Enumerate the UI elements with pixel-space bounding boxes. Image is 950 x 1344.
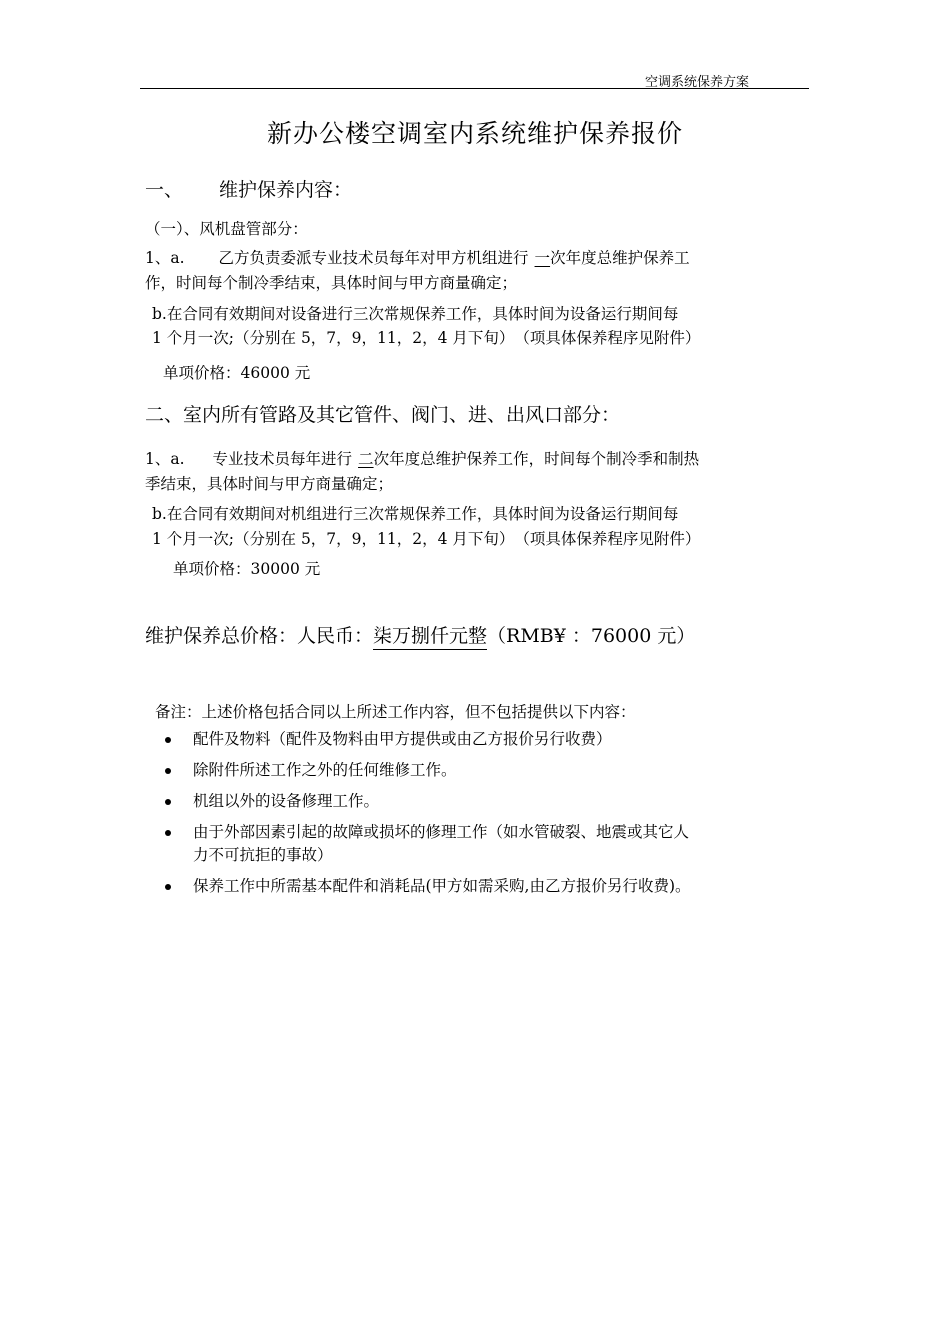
total-amount-figure: （RMB¥ ：76000 元）	[487, 625, 696, 647]
section2-heading: 二、室内所有管路及其它管件、阀门、进、出风口部分：	[145, 404, 621, 426]
notes-list-item: 机组以外的设备修理工作。	[160, 790, 820, 813]
section1-heading-text: 维护保养内容：	[219, 179, 353, 201]
section2-item-b-line2: 1 个月一次;（分别在 5，7，9，11，2，4 月下旬） （项具体保养程序见附件）	[152, 530, 701, 548]
section2-item-a-line2: 季结束，具体时间与甲方商量确定；	[145, 475, 394, 493]
section1-item-a-text2: 次年度总维护保养工	[550, 249, 690, 267]
section1-item-a-text1: 乙方负责委派专业技术员每年对甲方机组进行	[218, 249, 529, 267]
total-price	[145, 621, 695, 650]
section2-item-a-text2: 次年度总维护保养工作，时间每个制冷季和制热	[373, 450, 700, 468]
notes-list-item: 保养工作中所需基本配件和消耗品(甲方如需采购,由乙方报价另行收费)。	[160, 875, 820, 898]
bullet-icon	[165, 768, 171, 774]
section1-item-b-line1: b.在合同有效期间对设备进行三次常规保养工作，具体时间为设备运行期间每	[152, 305, 679, 323]
section1-price: 单项价格：46000 元	[163, 364, 311, 382]
running-header: 空调系统保养方案	[645, 75, 750, 90]
section1-item-a-times: 一	[534, 249, 551, 267]
bullet-icon	[165, 830, 171, 836]
section2-item-b-line1: b.在合同有效期间对机组进行三次常规保养工作，具体时间为设备运行期间每	[152, 505, 679, 523]
notes-list-item: 配件及物料（配件及物料由甲方提供或由乙方报价另行收费）	[160, 728, 820, 751]
section2-price: 单项价格：30000 元	[173, 560, 321, 578]
notes-list-item: 除附件所述工作之外的任何维修工作。	[160, 759, 820, 782]
section2-item-a-line1	[145, 447, 699, 469]
section2-item-a-times: 二	[358, 450, 374, 468]
bullet-icon	[165, 884, 171, 890]
notes-intro: 备注：上述价格包括合同以上所述工作内容，但不包括提供以下内容：	[155, 703, 636, 721]
section1-item-a-line2: 作，时间每个制冷季结束，具体时间与甲方商量确定；	[145, 274, 518, 292]
section1-subheading: （一）、风机盘管部分：	[145, 220, 308, 238]
document-title: 新办公楼空调室内系统维护保养报价	[266, 119, 683, 148]
section1-item-b-line2: 1 个月一次;（分别在 5，7，9，11，2，4 月下旬） （项具体保养程序见附件）	[152, 329, 701, 347]
notes-list-item: 由于外部因素引起的故障或损坏的修理工作（如水管破裂、地震或其它人 力不可抗拒的事故）	[160, 821, 820, 867]
section1-item-a-prefix: 1、a.	[145, 249, 185, 267]
section1-item-a-line1	[145, 246, 690, 268]
total-label: 维护保养总价格：人民币：	[145, 625, 374, 647]
section1-heading	[145, 175, 352, 202]
section1-heading-number: 一、	[145, 179, 184, 201]
section2-item-a-prefix: 1、a.	[145, 450, 185, 468]
bullet-icon	[165, 799, 171, 805]
section2-item-a-text1: 专业技术员每年进行	[212, 450, 353, 468]
header-rule	[140, 88, 809, 89]
bullet-icon	[165, 737, 171, 743]
total-amount-words: 柒万捌仟元整	[373, 621, 487, 650]
notes-list	[160, 728, 820, 906]
